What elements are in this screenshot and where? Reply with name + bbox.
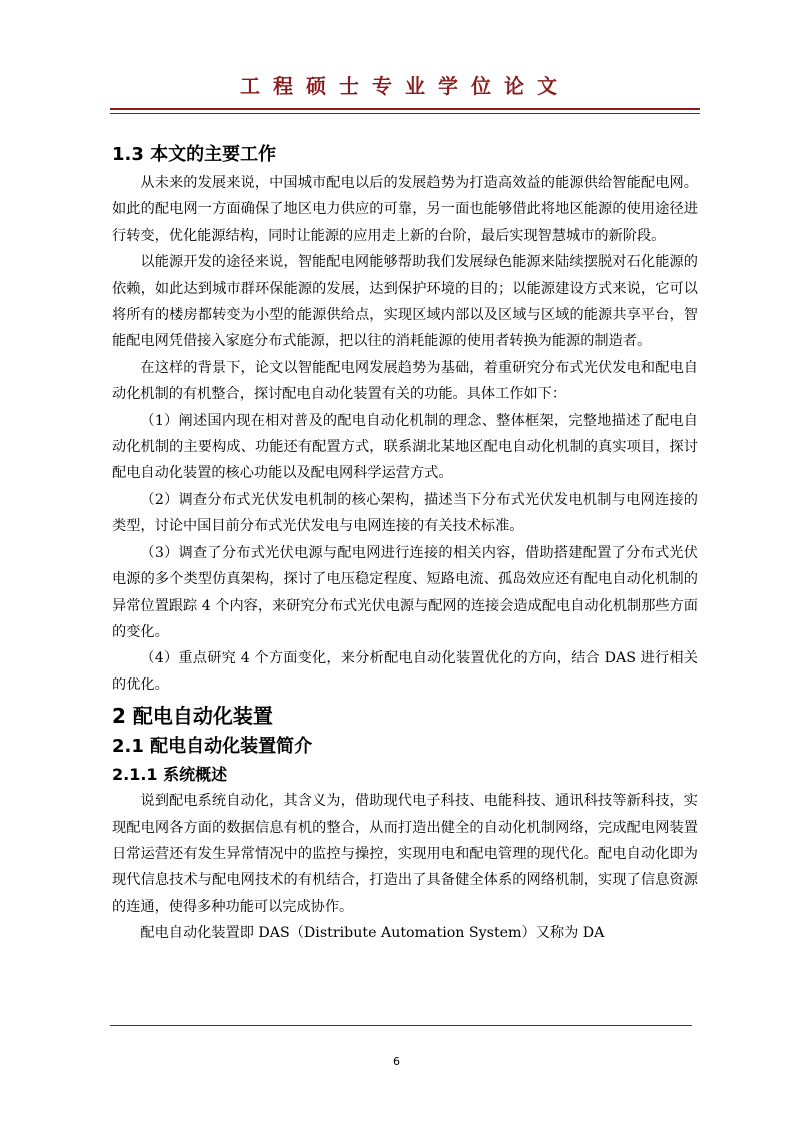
- paragraph: （1）阐述国内现在相对普及的配电自动化机制的理念、整体框架，完整地描述了配电自动化机制的主要构成、功能还有配置方式，联系湖北某地区配电自动化机制的真实项目，探讨配电自动化装置的核心功能以及配电网科学运营方式。: [112, 412, 698, 482]
- body-content: [112, 140, 698, 947]
- section-heading-1-3: 1.3 本文的主要工作: [112, 144, 277, 165]
- paragraph: 配电自动化装置即 DAS（Distribute Automation System）又称为 DA: [140, 925, 605, 942]
- section-heading-2-1: 2.1 配电自动化装置简介: [112, 736, 313, 758]
- paragraph: （2）调查分布式光伏发电机制的核心架构，描述当下分布式光伏发电机制与电网连接的类型，讨论中国目前分布式光伏发电与电网连接的有关技术标准。: [112, 491, 698, 535]
- paragraph: （4）重点研究 4 个方面变化，来分析配电自动化装置优化的方向，结合 DAS 进行相关的优化。: [112, 650, 698, 693]
- paragraph: 说到配电系统自动化，其含义为，借助现代电子科技、电能科技、通讯科技等新科技，实现配电网各方面的数据信息有机的整合，从而打造出健全的自动化机制网络，完成配电网装置日常运营还有发生异常情况中的监控与操控，实现用电和配电管理的现代化。配电自动化即为现代信息技术与配电网技术的有机结合，打造出了具备健全体系的网络机制，实现了信息资源的连通，使得多种功能可以完成协作。: [112, 793, 698, 915]
- header-rule-thin: [110, 113, 700, 114]
- paragraph: 以能源开发的途径来说，智能配电网能够帮助我们发展绿色能源来陆续摆脱对石化能源的依赖，如此达到城市群环保能源的发展，达到保护环境的目的；以能源建设方式来说，它可以将所有的楼房都转变为小型的能源供给点，实现区域内部以及区域与区域的能源共享平台，智能配电网凭借接入家庭分布式能源，把以往的消耗能源的使用者转换为能源的制造者。: [112, 254, 698, 350]
- running-header: 工程硕士专业学位论文: [240, 74, 570, 98]
- header-rule-thick: [110, 108, 700, 110]
- subsection-heading-2-1-1: 2.1.1 系统概述: [112, 765, 228, 785]
- chapter-heading-2: 2 配电自动化装置: [112, 704, 273, 729]
- paragraph: （3）调查了分布式光伏电源与配电网进行连接的相关内容，借助搭建配置了分布式光伏电源的多个类型仿真架构，探讨了电压稳定程度、短路电流、孤岛效应还有配电自动化机制的异常位置跟踪 4 个内容，来研究分布式光伏电源与配网的连接会造成配电自动化机制那些方面的变化。: [112, 544, 698, 640]
- footer-rule: [110, 1025, 692, 1026]
- paragraph: 在这样的背景下，论文以智能配电网发展趋势为基础，着重研究分布式光伏发电和配电自动化机制的有机整合，探讨配电自动化装置有关的功能。具体工作如下：: [112, 359, 698, 403]
- paragraph: 从未来的发展来说，中国城市配电以后的发展趋势为打造高效益的能源供给智能配电网。如此的配电网一方面确保了地区电力供应的可靠，另一面也能够借此将地区能源的使用途径进行转变，优化能源结构，同时让能源的应用走上新的台阶，最后实现智慧城市的新阶段。: [112, 175, 698, 244]
- page-number: 6: [393, 1055, 400, 1068]
